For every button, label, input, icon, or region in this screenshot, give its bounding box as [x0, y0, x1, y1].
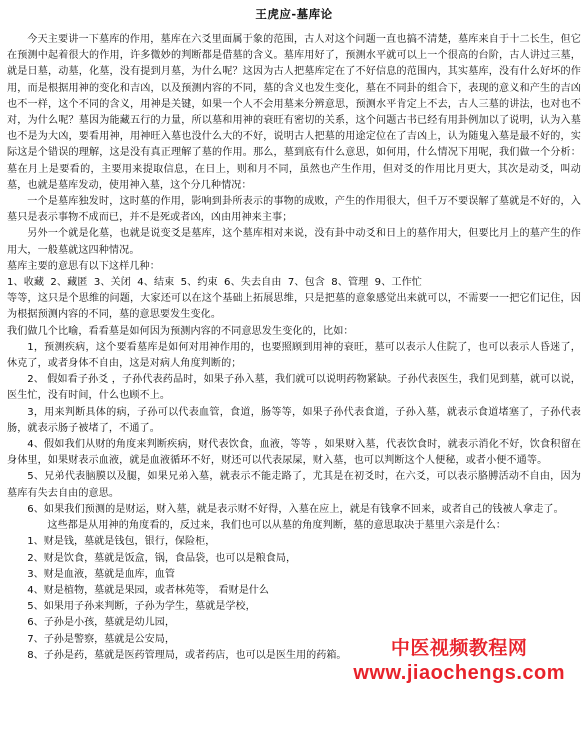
- wealth-intro: 这些都是从用神的角度看的，反过来，我们也可以从墓的角度判断，墓的意思取决于墓里六亲是什么：: [47, 520, 507, 532]
- meanings-list: 1、收藏 2、藏匿 3、关闭 4、结束 5、约束 6、失去自由 7、包含 8、管理 9、工作忙: [7, 277, 422, 289]
- list-item: 6、子孙是小孩，墓就是幼儿园，: [27, 617, 175, 629]
- example-item: 1，预测疾病，这个要看墓库是如何对用神作用的，也要照顾到用神的衰旺，墓可以表示人住院了，也可以表示人昏迷了，休克了，或者身体不自由，这是对病人角度判断的；: [7, 341, 581, 370]
- document-title: 王虎应-墓库论: [255, 7, 333, 21]
- list-item: 7、子孙是警察，墓就是公安局，: [27, 633, 175, 645]
- watermark-url: www.jiaochengs.com: [353, 662, 565, 684]
- list-item: 1、财是钱，墓就是钱包，银行，保险柜，: [27, 536, 216, 548]
- case-two-paragraph: 另外一个就是化墓，也就是说变爻是墓库，这个墓库相对来说，没有卦中动爻和日上的墓作用大，但要比月上的墓产生的作用大，一般墓就这四种情况。: [7, 228, 581, 256]
- list-item: 5、如果用子孙来判断，子孙为学生，墓就是学校，: [27, 601, 256, 613]
- meanings-continuation: 等等，这只是个思维的问题，大家还可以在这个基础上拓展思维，只是把墓的意象感觉出来就可以，不需要一一把它们记住，因为根据预测内容的不同，墓的意思要发生变化。: [7, 293, 581, 321]
- intro-paragraph: 今天主要讲一下墓库的作用，墓库在六爻里面属于象的范围，古人对这个问题一直也搞不清楚，墓库来自于十二长生，但它在预测中起着很大的作用，许多微妙的判断都是借墓的含义。墓库用好了，预测水平就可以上一个很高的台阶，古人讲过三墓，就是日墓，动墓，化墓，没有提到月墓，为什么呢？这因为古人把墓库定在了不好信息的范围内，其实墓库，没有什么好坏的作用，而是根据用神的变化和吉凶，以及预测内容的不同，墓的含义也发生变化，墓在不同卦的组合下，表现的意义和产生的吉凶也不一样，这个不同的含义，用神是关键，如果一个人不会用墓来分辨意思，预测水平肯定上不去，古人三墓的讲法，也对也不对，为什么呢？墓因为能藏五行的力量，所以墓和用神的衰旺有密切的关系，这个问题古书已经有用卦例加以了说明，认为入墓也不是为大凶，要看用神，用神旺入墓也没什么大的不好，说明古人把墓的用途定位在了吉凶上，认为随鬼入墓是最不好的，实际这是个错误的理解，这是没有真正理解了墓的作用。那么，墓到底有什么意思，如何用，什么情况下用呢，我们做一个分析：墓在月上是要看的，主要用来提取信息，在日上，则和月不同，虽然也产生作用，但对爻的作用比月更大，其次是动爻，叫动墓，也就是墓库发动，使用神入墓，这个分几种情况：: [7, 34, 581, 191]
- examples-intro: 我们做几个比喻，看看墓是如何因为预测内容的不同意思发生变化的，比如：: [7, 325, 354, 337]
- list-item: 8、子孙是药，墓就是医药管理局，或者药店，也可以是医生用的药箱。: [27, 649, 347, 661]
- example-item: 2、 假如看子孙爻 ，子孙代表药品时，如果子孙入墓，我们就可以说明药物紧缺。子孙代表医生，我们见到墓，就可以说，医生忙，没有时间，什么也顾不上。: [7, 374, 581, 402]
- example-item: 6、如果我们预测的是财运，财入墓，就是表示财不好得，入墓在应上，就是有钱拿不回来，或者自己的钱被人拿走了。: [27, 503, 564, 515]
- case-one-paragraph: 一个是墓库独发时，这时墓的作用，影响到卦所表示的事物的成败，产生的作用很大，但千万不要误解了墓就是不好的，入墓只是表示事物不成而已，并不是死或者凶，凶由用神来主事；: [7, 196, 581, 224]
- example-item: 4、假如我们从财的角度来判断疾病，财代表饮食，血液，等等 ，如果财入墓，代表饮食时，就表示消化不好，饮食积留在身体里，如果财表示血液，就是血液循环不好，财还可以代表尿屎，财入墓，也可以判断这个人便秘，或者小便不通等。: [7, 439, 581, 467]
- meanings-heading: 墓库主要的意思有以下这样几种：: [7, 260, 160, 272]
- list-item: 2、财是饮食，墓就是饭盒，锅，食品袋，也可以是粮食局，: [27, 552, 297, 564]
- example-item: 3，用来判断具体的病，子孙可以代表血管，食道，肠等等，如果子孙代表食道，子孙入墓，就表示食道堵塞了，子孙代表肠，就表示肠子被堵了，不通了。: [7, 406, 581, 434]
- watermark: [353, 636, 565, 686]
- list-item: 3、财是血液，墓就是血库，血管: [27, 568, 175, 580]
- list-item: 4、财是植物，墓就是果园，或者林苑等， 看财是什么: [27, 584, 269, 596]
- watermark-site-name: 中医视频教程网: [390, 637, 528, 659]
- example-item: 5、兄弟代表脑膜以及腿，如果兄弟入墓，就表示不能走路了，尤其是在初爻时，在六爻，可以表示胳膊活动不自由，因为墓库有失去自由的意思。: [7, 471, 581, 499]
- document-page: [7, 6, 581, 664]
